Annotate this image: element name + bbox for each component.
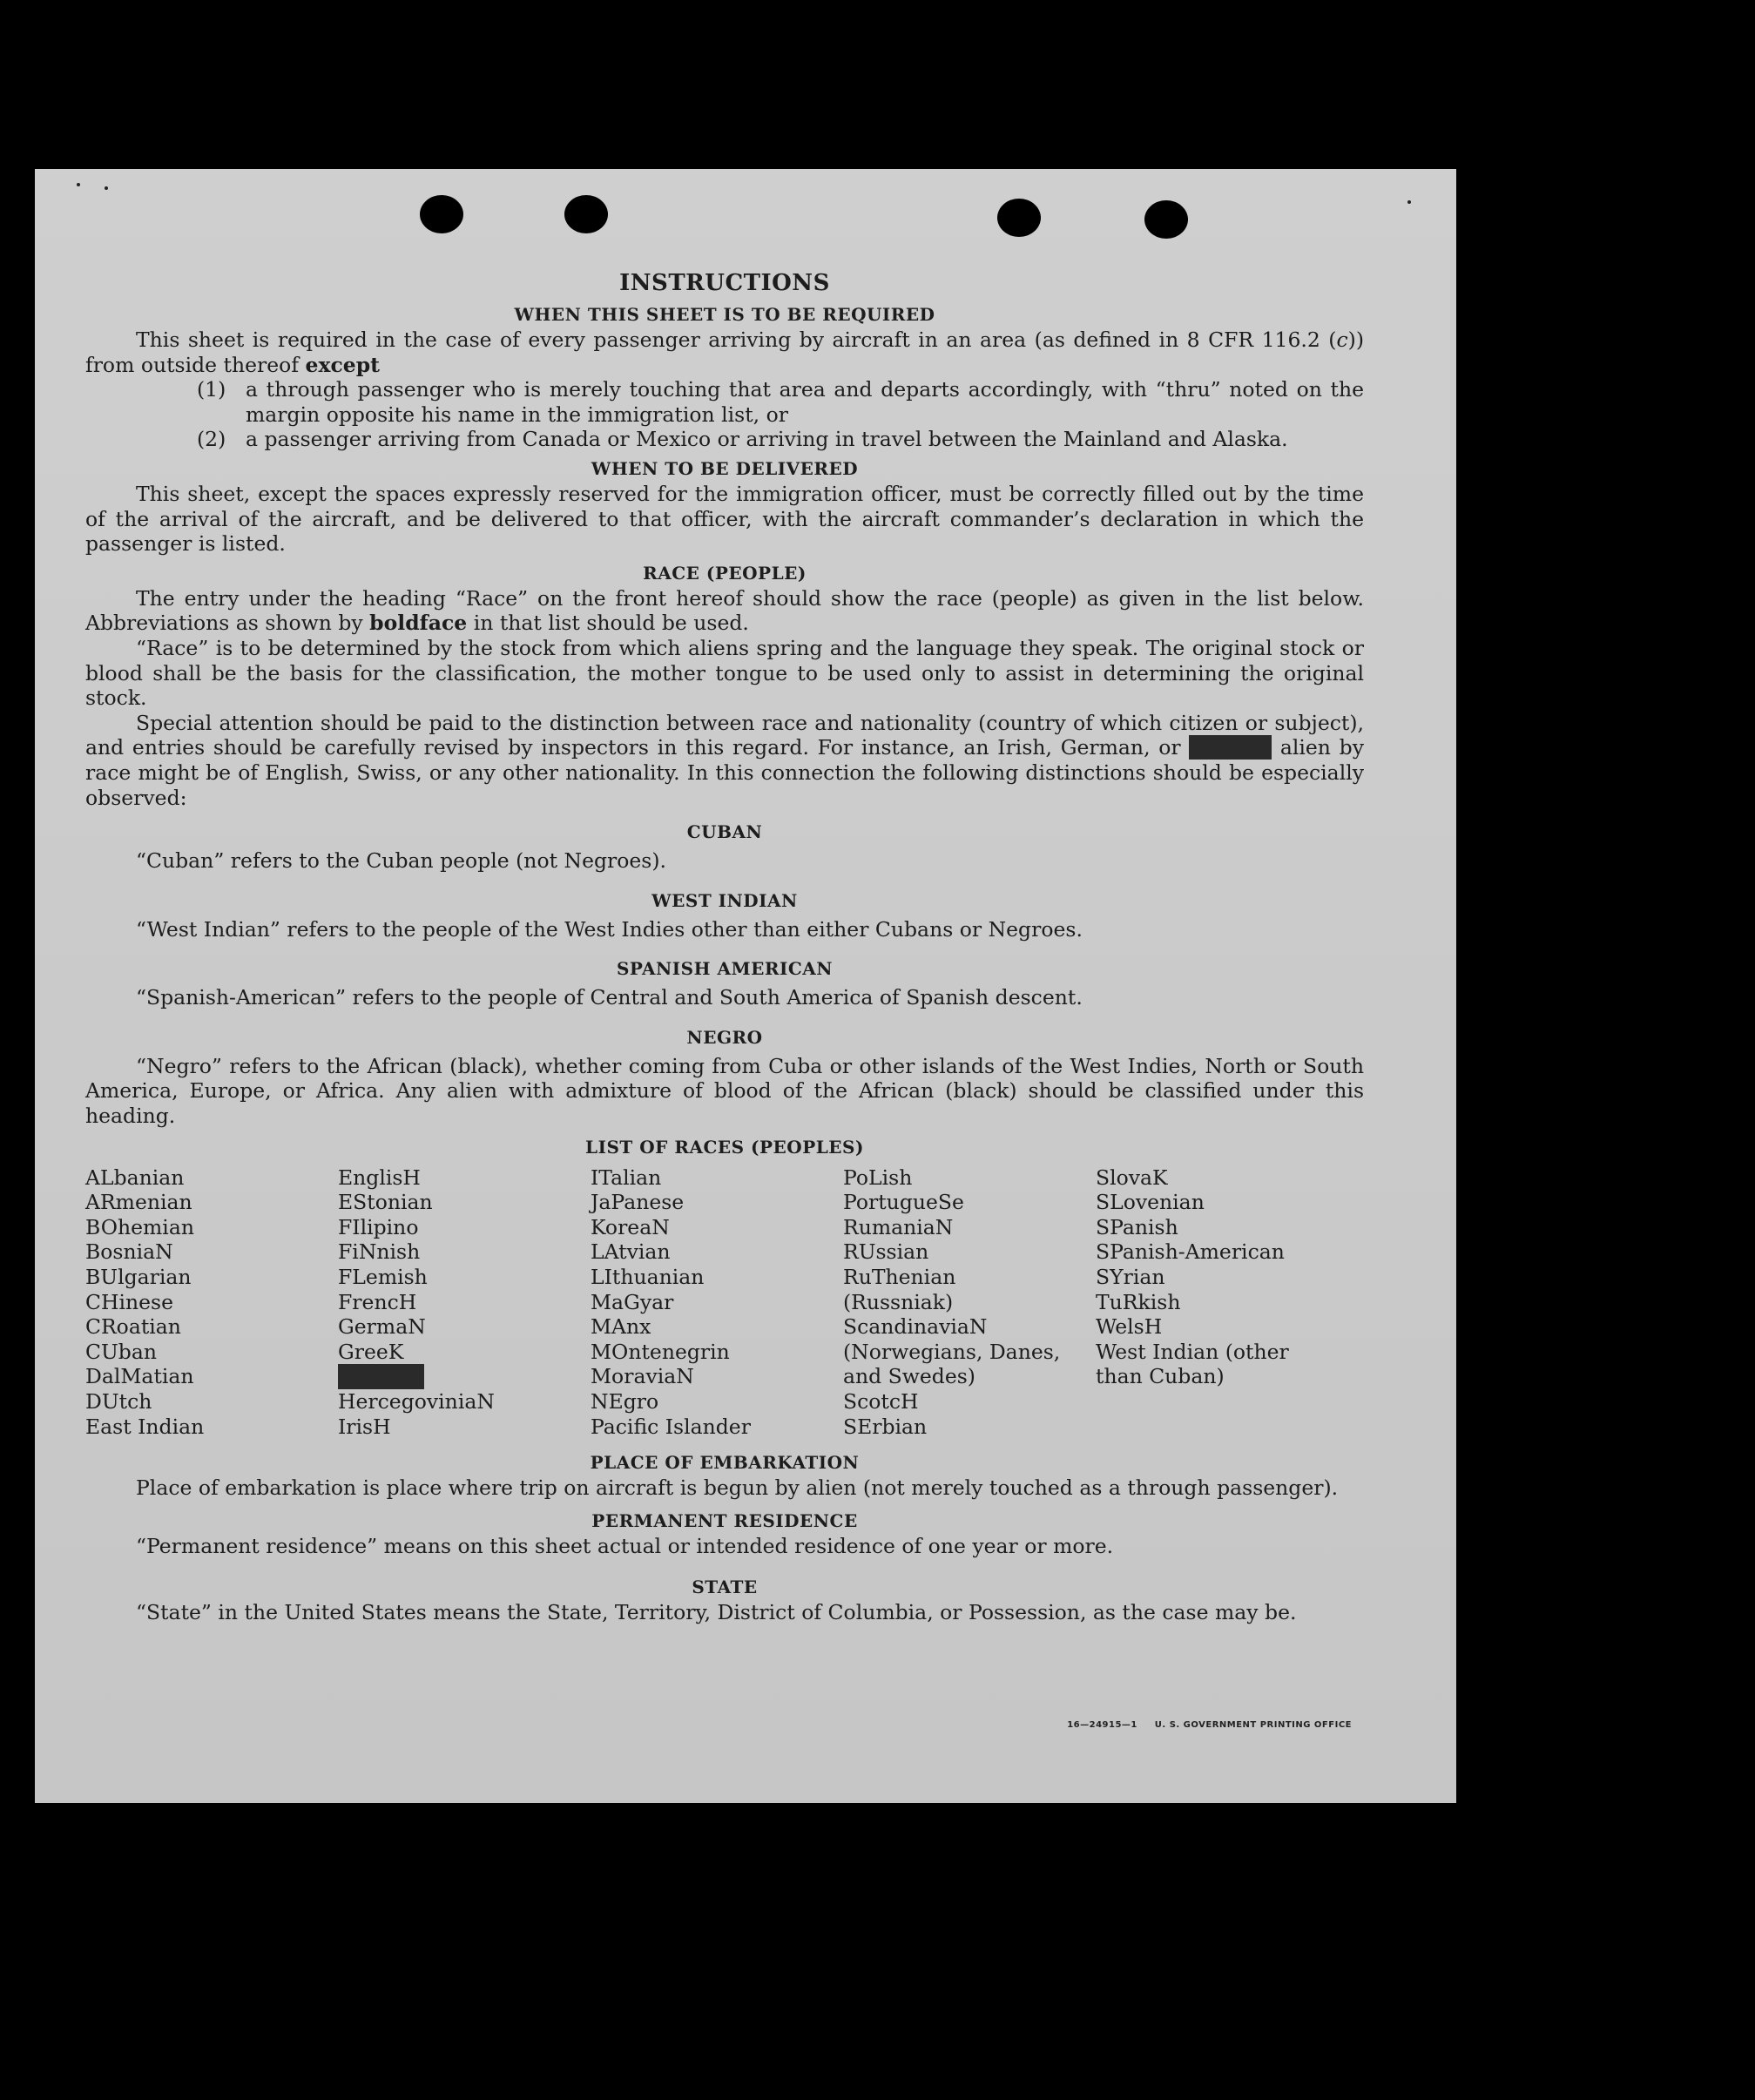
- race-entry: SErbian: [843, 1414, 928, 1439]
- page-title: INSTRUCTIONS: [619, 270, 830, 296]
- paragraph: [85, 586, 1364, 636]
- race-entry: MoraviaN: [591, 1364, 694, 1389]
- text: c: [1336, 327, 1348, 352]
- race-entry: ITalian: [591, 1165, 662, 1190]
- race-entry: ScotcH: [843, 1389, 919, 1414]
- instructions-content: [85, 270, 1364, 1625]
- race-entry: FrencH: [338, 1289, 417, 1314]
- races-column: [1096, 1165, 1348, 1440]
- race-entry: LAtvian: [591, 1239, 671, 1265]
- race-entry: PortugueSe: [843, 1190, 964, 1215]
- race-entry: RumaniaN: [843, 1214, 954, 1239]
- race-entry: FiNnish: [338, 1239, 421, 1265]
- race-entry: MAnx: [591, 1314, 651, 1340]
- text: alien by race might be of English, Swiss, or any other nationality. In this connection the following distinctions should be especially observed:: [85, 735, 1364, 810]
- punch-hole: [564, 195, 608, 233]
- race-entry: LIthuanian: [591, 1265, 705, 1290]
- section-heading: PLACE OF EMBARKATION: [590, 1452, 860, 1474]
- race-entry: FLemish: [338, 1265, 428, 1290]
- instruction-sheet: [35, 169, 1456, 1803]
- paragraph: “Race” is to be determined by the stock from which aliens spring and the language they speak. The original stock or blood shall be the basis for the classification, the mother tongue to be used only to assist in determining the original stock.: [85, 635, 1364, 711]
- race-entry: EnglisH: [338, 1165, 421, 1190]
- race-entry: JaPanese: [591, 1190, 685, 1215]
- paragraph: This sheet, except the spaces expressly reserved for the immigration officer, must be correctly filled out by the time of the arrival of the aircraft, and be delivered to that officer, with the aircraft commander’s declaration in which the passenger is listed.: [85, 481, 1364, 557]
- list-item: [197, 427, 1364, 452]
- race-entry: CHinese: [85, 1289, 173, 1314]
- speck: [1407, 200, 1411, 204]
- paragraph: “State” in the United States means the State, Territory, District of Columbia, or Possession, as the case may be.: [136, 1600, 1297, 1625]
- section-heading: WHEN TO BE DELIVERED: [591, 457, 859, 479]
- race-entry: HercegoviniaN: [338, 1389, 495, 1414]
- text: The entry under the heading “Race” on the front hereof should show the race (people) as given in the list below. Abbreviations as shown by: [85, 585, 1364, 636]
- race-entry: PoLish: [843, 1165, 913, 1190]
- punch-hole: [1144, 200, 1188, 239]
- section-heading: STATE: [692, 1577, 758, 1598]
- race-entry: West Indian (other than Cuban): [1096, 1339, 1289, 1389]
- paragraph: Place of embarkation is place where trip on aircraft is begun by alien (not merely touched as a through passenger).: [136, 1475, 1339, 1501]
- race-entry-struck: HebreW: [338, 1364, 424, 1389]
- section-heading: PERMANENT RESIDENCE: [591, 1509, 858, 1531]
- race-entry: MOntenegrin: [591, 1339, 730, 1364]
- race-entry: BOhemian: [85, 1214, 194, 1239]
- punch-hole: [420, 195, 463, 233]
- race-entry: MaGyar: [591, 1289, 674, 1314]
- item-number: (2): [197, 427, 226, 452]
- list-item: [197, 377, 1364, 427]
- races-column: [338, 1165, 591, 1440]
- race-entry: SlovaK: [1096, 1165, 1168, 1190]
- section-heading: SPANISH AMERICAN: [616, 958, 834, 980]
- text: This sheet is required in the case of every passenger arriving by aircraft in an area (as defined in 8 CFR 116.2 (: [136, 327, 1337, 352]
- races-list: [85, 1165, 1364, 1440]
- paragraph: “Permanent residence” means on this sheet actual or intended residence of one year or more.: [136, 1533, 1114, 1558]
- item-text: a passenger arriving from Canada or Mexico or arriving in travel between the Mainland and Alaska.: [246, 427, 1288, 452]
- race-entry: East Indian: [85, 1414, 205, 1439]
- text: in that list should be used.: [467, 611, 749, 636]
- races-column: [85, 1165, 338, 1440]
- section-heading: WEST INDIAN: [651, 889, 798, 911]
- race-entry: SPanish-American: [1096, 1239, 1285, 1265]
- race-entry: GreeK: [338, 1339, 404, 1364]
- struck-text: Hebrew: [1189, 735, 1272, 760]
- race-entry: Pacific Islander: [591, 1414, 751, 1439]
- text: Special attention should be paid to the distinction between race and nationality (country of which citizen or subject), and entries should be carefully revised by inspectors in this regard. For instance, an Irish, German, or: [85, 710, 1364, 760]
- section-heading: CUBAN: [686, 821, 763, 843]
- paragraph: “Spanish-American” refers to the people of Central and South America of Spanish descent.: [136, 985, 1083, 1010]
- item-number: (1): [197, 377, 226, 402]
- race-entry: ScandinaviaN (Norwegians, Danes, and Swedes): [843, 1314, 1061, 1389]
- race-entry: EStonian: [338, 1190, 433, 1215]
- race-entry: BosniaN: [85, 1239, 173, 1265]
- race-entry: WelsH: [1096, 1314, 1163, 1340]
- race-entry: DalMatian: [85, 1364, 194, 1389]
- race-entry: GermaN: [338, 1314, 426, 1340]
- paragraph: [85, 711, 1364, 810]
- race-entry: BUlgarian: [85, 1265, 192, 1290]
- text: boldface: [369, 611, 468, 636]
- print-code: [1067, 1720, 1352, 1730]
- race-entry: SLovenian: [1096, 1190, 1205, 1215]
- race-entry: CRoatian: [85, 1314, 181, 1340]
- paragraph: “West Indian” refers to the people of the West Indies other than either Cubans or Negroes.: [136, 916, 1083, 942]
- race-entry: FIlipino: [338, 1214, 419, 1239]
- race-entry: ALbanian: [85, 1165, 185, 1190]
- paragraph: “Cuban” refers to the Cuban people (not Negroes).: [136, 848, 667, 874]
- races-column: [843, 1165, 1096, 1440]
- race-entry: IrisH: [338, 1414, 391, 1439]
- section-heading: NEGRO: [686, 1026, 763, 1048]
- section-heading: WHEN THIS SHEET IS TO BE REQUIRED: [514, 304, 935, 325]
- races-column: [591, 1165, 843, 1440]
- speck: [105, 186, 108, 190]
- race-entry: TuRkish: [1096, 1289, 1181, 1314]
- race-entry: RUssian: [843, 1239, 929, 1265]
- race-entry: CUban: [85, 1339, 157, 1364]
- race-entry: ARmenian: [85, 1190, 192, 1215]
- race-entry: RuThenian (Russniak): [843, 1265, 956, 1314]
- item-text: a through passenger who is merely touching that area and departs accordingly, with “thru” noted on the margin opposite his name in the immigration list, or: [246, 377, 1364, 427]
- speck: [77, 183, 80, 186]
- race-entry: SPanish: [1096, 1214, 1178, 1239]
- paragraph: [85, 327, 1364, 377]
- text: except: [305, 352, 381, 377]
- race-entry: DUtch: [85, 1389, 152, 1414]
- printer-name: U. S. GOVERNMENT PRINTING OFFICE: [1154, 1720, 1352, 1730]
- punch-hole: [997, 199, 1041, 237]
- paragraph: “Negro” refers to the African (black), whether coming from Cuba or other islands of the West Indies, North or South America, Europe, or Africa. Any alien with admixture of blood of the African (black) should be classified under this heading.: [85, 1053, 1364, 1129]
- section-heading: RACE (PEOPLE): [643, 562, 807, 584]
- race-entry: NEgro: [591, 1389, 659, 1414]
- race-entry: SYrian: [1096, 1265, 1165, 1290]
- section-heading: LIST OF RACES (PEOPLES): [585, 1136, 864, 1158]
- form-number: 16—24915—1: [1067, 1720, 1137, 1730]
- race-entry: KoreaN: [591, 1214, 670, 1239]
- text: )) from outside thereof: [85, 327, 1364, 377]
